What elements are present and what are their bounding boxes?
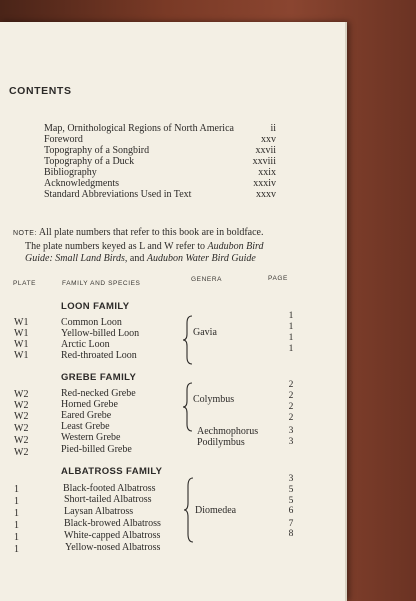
contents-heading: CONTENTS	[9, 85, 72, 97]
plate-number: 1	[14, 508, 19, 519]
species-name: Black-footed Albatross	[63, 483, 156, 494]
plate-number: W1	[14, 350, 29, 361]
page-number: 1	[288, 311, 294, 321]
species-name: Black-browed Albatross	[64, 518, 161, 529]
note-line-1: All plate numbers that refer to this book are in boldface.	[38, 227, 264, 238]
toc-page: ii	[270, 123, 276, 134]
note-paragraph	[13, 227, 338, 266]
plate-number: W2	[14, 389, 29, 400]
plate-number: 1	[14, 484, 19, 495]
toc-title: Map, Ornithological Regions of North America	[44, 123, 234, 134]
genus-name: Aechmophorus	[197, 426, 259, 437]
note-italic-title: Guide: Small Land Birds	[25, 253, 125, 264]
plate-number: 1	[14, 532, 19, 543]
plate-number: W2	[14, 423, 29, 434]
page-number: 2	[288, 391, 294, 401]
toc-title: Acknowledgments	[44, 178, 119, 189]
plate-number: W2	[14, 435, 29, 446]
genus-name: Diomedea	[195, 505, 237, 516]
toc-row	[44, 189, 276, 200]
plate-number: W1	[14, 339, 29, 350]
note-label: NOTE:	[13, 230, 37, 237]
header-family-species: FAMILY AND SPECIES	[62, 280, 141, 287]
toc-title: Bibliography	[44, 167, 97, 178]
book-page	[0, 22, 347, 601]
species-name: Yellow-billed Loon	[61, 328, 140, 339]
toc-page: xxviii	[252, 156, 276, 167]
toc-title: Topography of a Songbird	[44, 145, 150, 156]
toc-row	[44, 145, 276, 156]
toc-page: xxvii	[255, 145, 276, 156]
note-italic-title: Audubon Bird	[207, 240, 264, 252]
note-line-3: , and	[124, 253, 147, 264]
page-number: 3	[288, 437, 294, 447]
toc-page: xxxiv	[253, 178, 276, 189]
brace-icon	[182, 315, 196, 365]
plate-number: W1	[14, 328, 29, 339]
species-name: Pied-billed Grebe	[61, 444, 132, 455]
plate-number: W1	[14, 317, 29, 328]
species-name: Arctic Loon	[61, 339, 110, 350]
species-name: Red-necked Grebe	[61, 388, 136, 399]
brace-icon	[182, 382, 196, 432]
species-name: Yellow-nosed Albatross	[65, 542, 161, 553]
page-number: 2	[288, 380, 294, 390]
plate-number: W2	[14, 411, 29, 422]
toc-row	[44, 123, 276, 134]
toc-title: Topography of a Duck	[44, 156, 135, 167]
species-name: Laysan Albatross	[64, 506, 134, 517]
species-name: Western Grebe	[61, 432, 121, 443]
species-name: Red-throated Loon	[61, 350, 137, 361]
page-number: 3	[288, 426, 294, 436]
species-name: Short-tailed Albatross	[64, 494, 152, 505]
plate-number: 1	[14, 496, 19, 507]
page-number: 2	[288, 402, 294, 412]
toc-title: Standard Abbreviations Used in Text	[44, 189, 192, 200]
toc-row	[44, 167, 276, 178]
header-page: PAGE	[268, 275, 288, 282]
genus-name: Colymbus	[193, 394, 235, 405]
species-name: Eared Grebe	[61, 410, 112, 421]
species-name: Least Grebe	[61, 421, 110, 432]
plate-number: W2	[14, 447, 29, 458]
toc-row	[44, 156, 276, 167]
plate-number: 1	[14, 520, 19, 531]
page-number: 6	[288, 506, 294, 516]
plate-number: 1	[14, 544, 19, 555]
header-genera: GENERA	[191, 276, 223, 283]
plate-number: W2	[14, 400, 29, 411]
header-plate: PLATE	[13, 280, 37, 287]
page-number: 1	[288, 344, 294, 354]
species-name: Horned Grebe	[61, 399, 118, 410]
toc-title: Foreword	[44, 134, 83, 145]
page-number: 1	[288, 322, 294, 332]
family-title: GREBE FAMILY	[61, 372, 137, 383]
page-number: 8	[288, 529, 294, 539]
toc-page: xxix	[258, 167, 276, 178]
genus-name: Gavia	[193, 327, 217, 338]
page-number: 3	[288, 474, 294, 484]
page-number: 5	[288, 485, 294, 495]
note-italic-title: Audubon Water Bird Guide	[146, 253, 256, 264]
page-number: 5	[288, 496, 294, 506]
genus-name: Podilymbus	[197, 437, 245, 448]
species-name: White-capped Albatross	[64, 530, 161, 541]
toc-row	[44, 134, 276, 145]
toc-page: xxv	[261, 134, 276, 145]
page-edge	[345, 22, 347, 601]
family-title: LOON FAMILY	[61, 301, 130, 312]
toc-row	[44, 178, 276, 189]
species-name: Common Loon	[61, 317, 122, 328]
page-number: 7	[288, 519, 294, 529]
page-number: 1	[288, 333, 294, 343]
family-title: ALBATROSS FAMILY	[61, 466, 163, 477]
page-number: 2	[288, 413, 294, 423]
note-line-2: The plate numbers keyed as L and W refer to	[25, 240, 208, 252]
toc-page: xxxv	[256, 189, 276, 200]
